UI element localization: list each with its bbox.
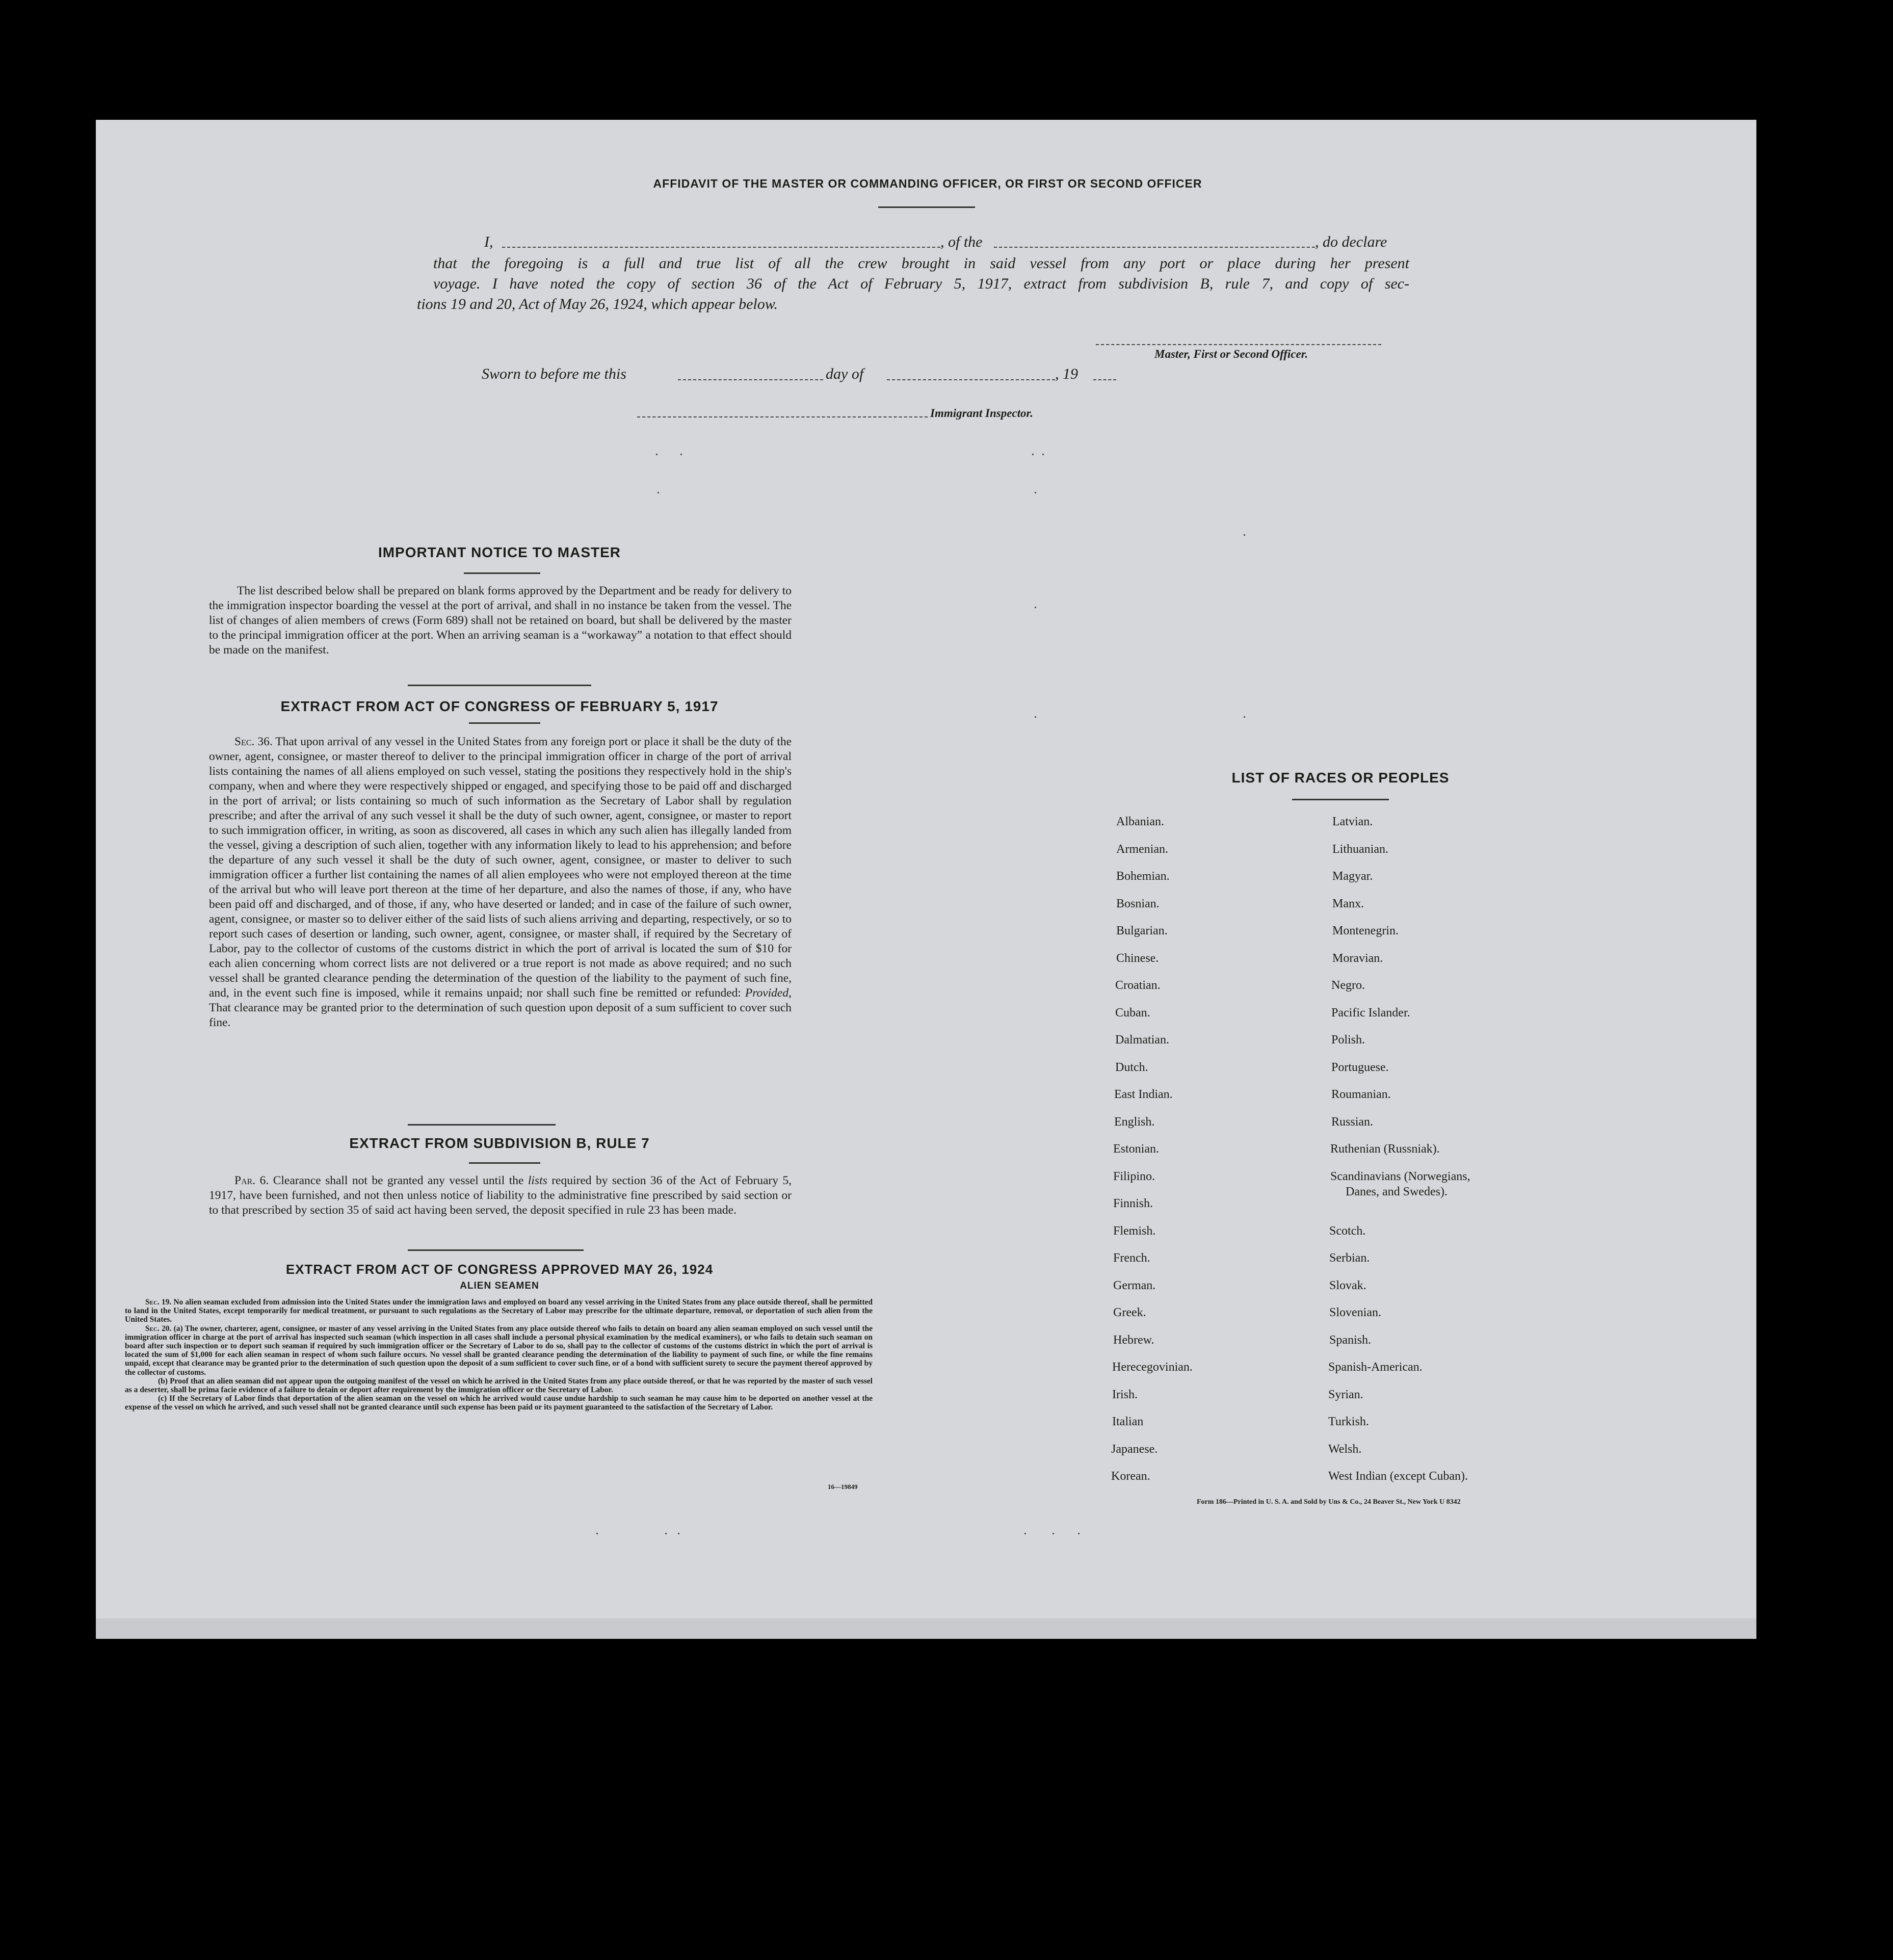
race-item: Croatian. — [1115, 979, 1161, 992]
print-mark — [1035, 607, 1036, 608]
race-item: Manx. — [1332, 897, 1364, 910]
affidavit-i: I, — [484, 233, 493, 250]
sworn-text: Sworn to before me this — [482, 365, 626, 382]
binder-hole — [1778, 691, 1805, 717]
section-36-body: That upon arrival of any vessel in the United States from any foreign port or place it shall be the duty of the owner, agent, consignee, or master thereof to deliver to the principal immigration officer in charge of the port of arrival lists containing the names of all aliens employed on such vessel, stating the positions they respectively hold in the ship's company, when and where they were respectively shipped or engaged, and specifying those to be paid off and discharged in the port of arrival; or lists containing so much of such information as the Secretary of Labor shall by regulation prescribe; and after the arrival of any such vessel it shall be the duty of such owner, agent, consignee, or master to report to such immigration officer, in writing, as soon as discovered, all cases in which any such alien has illegally landed from the vessel, giving a description of such alien, together with any information likely to lead to his apprehension; and before the departure of any such vessel it shall be the duty of such owner, agent, consignee, or master to deliver to such immigration officer a further list containing the names of all alien employees who were not employed thereon at the time of the arrival but who will leave port thereon at the time of her departure, and also the names of those, if any, who have been paid off and discharged, and of those, if any, who have deserted or landed; and in case of the failure of such owner, agent, consignee, or master so to deliver either of the said lists of such aliens arriving and departing, respectively, or so to report such cases of desertion or landing, such owner, agent, consignee, or master shall, if required by the Secretary of Labor, pay to the collector of customs of the customs district in which the port of arrival is located the sum of $10 for each alien concerning whom correct lists are not delivered or a true report is not made as above required; and no such vessel shall be granted clearance pending the determination of the question of the liability to the payment of such fine, and, in the event such fine is imposed, while it remains unpaid; nor shall such fine be remitted or refunded: — [209, 735, 792, 1000]
race-item: Korean. — [1111, 1470, 1150, 1483]
alien-seamen-subtitle: ALIEN SEAMEN — [460, 1280, 539, 1291]
print-mark — [658, 492, 659, 493]
race-item: Slovak. — [1329, 1279, 1366, 1292]
race-item: Polish. — [1331, 1033, 1365, 1047]
section-19-label: Sec. 19. — [145, 1298, 172, 1306]
act-1924-title: EXTRACT FROM ACT OF CONGRESS APPROVED MAY 26, 1924 — [285, 1262, 714, 1277]
race-item: Scotch. — [1329, 1224, 1366, 1238]
print-mark — [1053, 1533, 1054, 1534]
print-mark — [1078, 1533, 1080, 1534]
notice-text: The list described below shall be prepared on blank forms approved by the Department and be ready for delivery to the immigration inspector boarding the vessel at the port of arrival, and shall in no instance be taken from the vessel. The list of changes of alien members of crews (Form 689) shall not be retained on board, but shall be delivered by the master to the principal immigration officer at the port. When an arriving seaman is a “workaway” a notation to that effect should be made on the manifest. — [209, 584, 792, 657]
race-item: French. — [1113, 1251, 1150, 1265]
affidavit-line-2: that the foregoing is a full and true list of all the crew brought in said vessel from any port or place during her present — [433, 255, 1409, 272]
notice-title: IMPORTANT NOTICE TO MASTER — [378, 544, 621, 560]
race-item: Syrian. — [1328, 1388, 1363, 1401]
vessel-blank — [994, 247, 1315, 248]
affidavit-of-the: , of the — [940, 233, 983, 250]
divider — [469, 1162, 540, 1164]
race-item: Lithuanian. — [1332, 843, 1388, 856]
race-item: Ruthenian (Russniak). — [1330, 1142, 1440, 1156]
section-20-label: Sec. 20. — [145, 1324, 172, 1333]
race-item: German. — [1113, 1279, 1156, 1292]
race-item: Spanish-American. — [1328, 1361, 1423, 1374]
race-item: Danes, and Swedes). — [1346, 1185, 1448, 1198]
race-item: Slovenian. — [1329, 1306, 1381, 1319]
race-item: Dalmatian. — [1115, 1033, 1169, 1047]
race-item: Armenian. — [1116, 843, 1168, 856]
paragraph-6-text — [209, 1173, 792, 1218]
binder-hole — [1782, 194, 1809, 220]
race-item: Japanese. — [1111, 1443, 1158, 1456]
print-mark — [656, 454, 658, 455]
print-mark — [1024, 1533, 1026, 1534]
extract-1917-title: EXTRACT FROM ACT OF CONGRESS OF FEBRUARY 5, 1917 — [280, 698, 719, 714]
race-item: Scandinavians (Norwegians, — [1330, 1170, 1470, 1183]
races-title: LIST OF RACES OR PEOPLES — [1231, 770, 1450, 786]
print-mark — [596, 1533, 598, 1534]
section-36-label: Sec. 36. — [234, 735, 273, 748]
race-item: Russian. — [1331, 1115, 1374, 1129]
sworn-day-blank — [678, 379, 823, 380]
binder-hole — [1779, 1142, 1805, 1168]
print-mark — [1035, 492, 1036, 493]
race-item: Turkish. — [1328, 1415, 1369, 1428]
race-item: Pacific Islander. — [1331, 1006, 1410, 1020]
race-item: Magyar. — [1332, 870, 1373, 883]
race-item: Finnish. — [1113, 1197, 1153, 1210]
inspector-label: Immigrant Inspector. — [930, 407, 1033, 420]
race-item: Greek. — [1113, 1306, 1146, 1319]
rule7-title: EXTRACT FROM SUBDIVISION B, RULE 7 — [349, 1135, 650, 1151]
act-1924-text — [125, 1298, 873, 1412]
race-item: Portuguese. — [1331, 1061, 1389, 1074]
master-signature-line — [1096, 344, 1381, 345]
race-item: Moravian. — [1332, 952, 1383, 965]
race-item: Dutch. — [1115, 1061, 1148, 1074]
divider — [408, 1249, 584, 1251]
section-19-body: No alien seaman excluded from admission into the United States under the immigration laws and employed on board any vessel arriving in the United States from any place outside thereof, shall be permitted to land in the United States, except temporarily for medical treatment, or pursuant to such regulations as the Secretary of Labor may prescribe for the ultimate departure, removal, or deportation of such alien from the United States. — [125, 1298, 873, 1324]
race-item: Bosnian. — [1116, 897, 1160, 910]
race-item: English. — [1114, 1115, 1155, 1129]
race-item: Irish. — [1112, 1388, 1138, 1401]
form-imprint: Form 186—Printed in U. S. A. and Sold by Uns & Co., 24 Beaver St., New York U 8342 — [1197, 1498, 1461, 1506]
name-blank — [502, 247, 940, 248]
print-mark — [1244, 534, 1245, 536]
race-item: Cuban. — [1115, 1006, 1150, 1020]
section-20a-body: (a) The owner, charterer, agent, consignee, or master of any vessel arriving in the United States from any place outside thereof who fails to detain on board any alien seaman employed on such vessel until the immigration officer in charge at the port of arrival has inspected such seaman (which inspection in all cases shall include a personal physical examination by the medical examiners), or who fails to detain such seaman on board after such inspection or to deport such seaman if required by such immigration officer or the Secretary of Labor to do so, shall pay to the collector of customs of the customs district in which the port of arrival is located the sum of $1,000 for each alien seaman in respect of whom such failure occurs. No vessel shall be granted clearance pending the determination of the liability to payment of such fine, or while the fine remains unpaid, except that clearance may be granted prior to the determination of such question upon the deposit of a sum sufficient to cover such fine, or of a bond with sufficient surety to secure the payment thereof approved by the collector of customs. — [125, 1324, 873, 1377]
divider — [464, 572, 540, 574]
race-item: Bohemian. — [1116, 870, 1170, 883]
section-20a — [125, 1324, 873, 1377]
race-item: Flemish. — [1113, 1224, 1156, 1238]
race-item: Montenegrin. — [1332, 924, 1399, 937]
section-19 — [125, 1298, 873, 1324]
affidavit-do-declare: , do declare — [1315, 233, 1387, 250]
binder-hole — [1779, 1223, 1805, 1250]
sworn-year-prefix: , 19 — [1055, 365, 1078, 382]
section-20b: (b) Proof that an alien seaman did not appear upon the outgoing manifest of the vessel on which he arrived in the United States from any place outside thereof, or that he was reported by the master of such vessel as a deserter, shall be prima facie evidence of a failure to detain or deport after requirement by the immigration officer or the Secretary of Labor. — [125, 1376, 873, 1395]
race-item: Estonian. — [1113, 1142, 1159, 1156]
race-item: East Indian. — [1114, 1088, 1173, 1101]
print-mark — [678, 1533, 679, 1534]
divider — [1292, 799, 1389, 800]
divider — [469, 722, 540, 724]
paragraph-6-rest: required by section 36 of the Act of February 5, 1917, have been furnished, and not then unless notice of liability to the administrative fine prescribed by said section or to that prescribed by section 35 of said act having been served, the deposit specified in rule 23 has been made. — [209, 1174, 792, 1217]
section-20c: (c) If the Secretary of Labor finds that deportation of the alien seaman on the vessel on which he arrived would cause undue hardship to such seaman he may cause him to be deported on another vessel at the expense of the vessel on which he arrived, and such vessel shall not be granted clearance until such expense has been paid or its payment guaranteed to the satisfaction of the Secretary of Labor. — [125, 1394, 873, 1412]
affidavit-line-4: tions 19 and 20, Act of May 26, 1924, which appear below. — [417, 296, 778, 312]
section-36-text — [209, 735, 792, 1030]
print-mark — [1244, 716, 1245, 718]
page-edge — [96, 1618, 1756, 1639]
race-item: Bulgarian. — [1116, 924, 1168, 937]
sworn-year-blank — [1093, 379, 1116, 380]
race-item: Serbian. — [1329, 1251, 1370, 1265]
divider — [878, 206, 975, 208]
binder-hole — [1778, 1537, 1804, 1564]
sworn-month-blank — [887, 379, 1055, 380]
master-signature-label: Master, First or Second Officer. — [1154, 348, 1308, 360]
race-item: Italian — [1112, 1415, 1144, 1428]
race-item: West Indian (except Cuban). — [1328, 1470, 1468, 1483]
print-code: 16—19849 — [828, 1483, 858, 1491]
race-item: Spanish. — [1329, 1334, 1372, 1347]
paragraph-6-label: Par. 6. — [234, 1174, 269, 1187]
race-item: Filipino. — [1113, 1170, 1155, 1183]
race-item: Chinese. — [1116, 952, 1159, 965]
print-mark — [665, 1533, 667, 1534]
binder-hole — [1778, 604, 1805, 631]
race-item: Welsh. — [1328, 1443, 1362, 1456]
divider — [408, 685, 591, 686]
print-mark — [1032, 454, 1034, 455]
divider — [408, 1124, 556, 1126]
race-item: Negro. — [1331, 979, 1365, 992]
section-36-proviso: That clearance may be granted prior to the determination of such question upon deposit of a sum sufficient to cover such fine. — [209, 1001, 792, 1029]
inspector-signature-line — [637, 416, 928, 417]
paragraph-6-body: Clearance shall not be granted any vessel until the — [273, 1174, 524, 1187]
print-mark — [1035, 716, 1036, 718]
race-item: Roumanian. — [1331, 1088, 1391, 1101]
lists-word: lists — [528, 1174, 547, 1187]
binder-hole — [1780, 291, 1807, 317]
race-item: Hebrew. — [1113, 1334, 1154, 1347]
provided-word: Provided, — [745, 986, 792, 1000]
affidavit-line-3: voyage. I have noted the copy of section 36 of the Act of February 5, 1917, extract from subdivision B, rule 7, and copy of sec- — [433, 275, 1409, 292]
affidavit-title: AFFIDAVIT OF THE MASTER OR COMMANDING OFFICER, OR FIRST OR SECOND OFFICER — [653, 177, 1202, 190]
binder-hole — [1780, 375, 1807, 401]
print-mark — [680, 454, 682, 455]
race-item: Albanian. — [1116, 815, 1164, 828]
binder-hole — [1778, 1457, 1804, 1483]
race-item: Herecegovinian. — [1112, 1361, 1193, 1374]
race-item: Latvian. — [1332, 815, 1373, 828]
sworn-day-of: day of — [826, 365, 864, 382]
print-mark — [1042, 454, 1044, 455]
